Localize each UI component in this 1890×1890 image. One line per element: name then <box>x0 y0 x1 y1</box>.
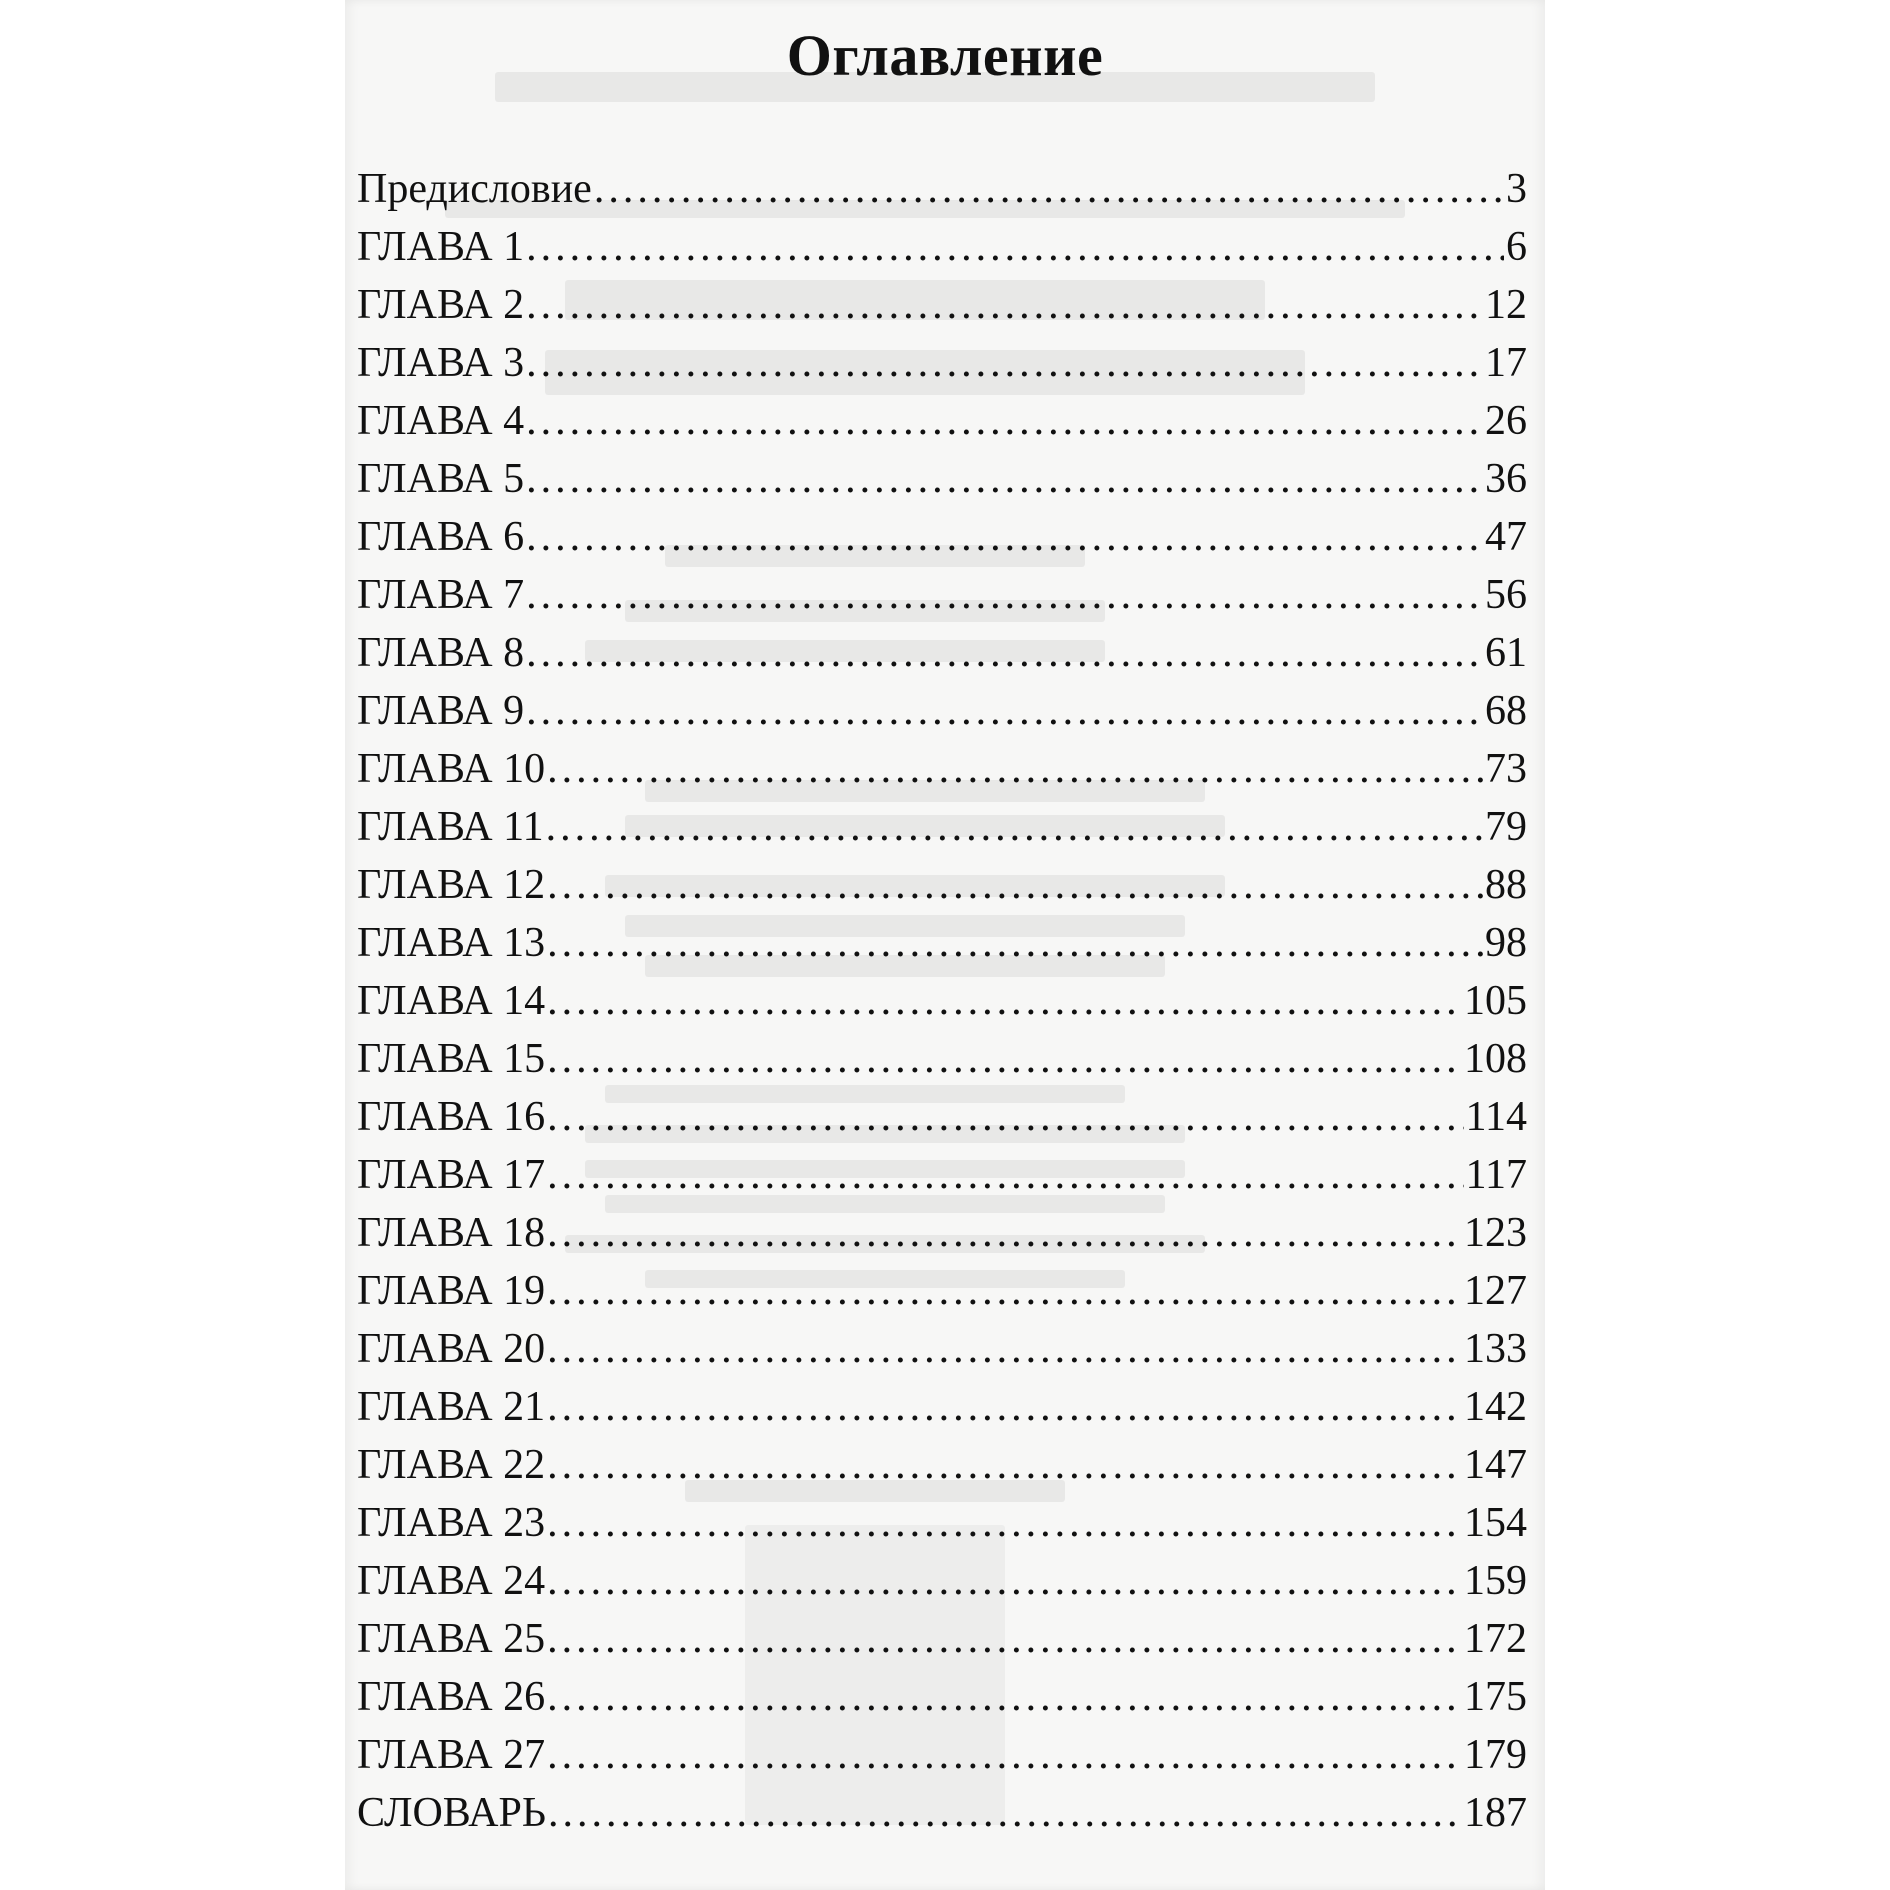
toc-entry-page-number: 68 <box>1485 688 1527 734</box>
toc-entry-page-number: 79 <box>1485 804 1527 850</box>
toc-entry-page-number: 117 <box>1465 1152 1527 1198</box>
toc-entry <box>357 798 1527 856</box>
dot-leader <box>526 392 1483 450</box>
toc-entry-label: ГЛАВА 23 <box>357 1500 546 1546</box>
toc-entry <box>357 740 1527 798</box>
toc-entry-label: СЛОВАРЬ <box>357 1790 546 1836</box>
toc-entry <box>357 1552 1527 1610</box>
toc-entry-page-number: 47 <box>1485 514 1527 560</box>
dot-leader <box>547 1494 1462 1552</box>
toc-entry-label: ГЛАВА 10 <box>357 746 546 792</box>
toc-entry <box>357 566 1527 624</box>
toc-entry-label: ГЛАВА 24 <box>357 1558 546 1604</box>
toc-entry-page-number: 142 <box>1464 1384 1527 1430</box>
dot-leader <box>547 1088 1463 1146</box>
toc-entry <box>357 1320 1527 1378</box>
toc-entry-page-number: 147 <box>1464 1442 1527 1488</box>
toc-entry-page-number: 105 <box>1464 978 1527 1024</box>
book-page <box>345 0 1545 1890</box>
toc-entry-page-number: 36 <box>1485 456 1527 502</box>
toc-entry-page-number: 179 <box>1464 1732 1527 1778</box>
toc-entry <box>357 160 1527 218</box>
toc-entry-label: Предисловие <box>357 166 592 212</box>
dot-leader <box>547 1378 1462 1436</box>
dot-leader <box>594 160 1504 218</box>
toc-entry <box>357 392 1527 450</box>
toc-entry-label: ГЛАВА 8 <box>357 630 525 676</box>
toc-entry-page-number: 133 <box>1464 1326 1527 1372</box>
toc-entry <box>357 1030 1527 1088</box>
toc-entry-page-number: 159 <box>1464 1558 1527 1604</box>
toc-entry-page-number: 127 <box>1464 1268 1527 1314</box>
toc-entry-page-number: 88 <box>1485 862 1527 908</box>
toc-entry-label: ГЛАВА 22 <box>357 1442 546 1488</box>
toc-entry-label: ГЛАВА 3 <box>357 340 525 386</box>
toc-entry-label: ГЛАВА 13 <box>357 920 546 966</box>
toc-entry-label: ГЛАВА 19 <box>357 1268 546 1314</box>
dot-leader <box>547 1204 1462 1262</box>
page-title: Оглавление <box>786 23 1104 88</box>
toc-entry-label: ГЛАВА 26 <box>357 1674 546 1720</box>
toc-entry-label: ГЛАВА 9 <box>357 688 525 734</box>
toc-entry-page-number: 26 <box>1485 398 1527 444</box>
toc-entry-label: ГЛАВА 4 <box>357 398 525 444</box>
dot-leader <box>547 1552 1462 1610</box>
dot-leader <box>526 566 1483 624</box>
toc-entry-page-number: 123 <box>1464 1210 1527 1256</box>
toc-entry-page-number: 154 <box>1464 1500 1527 1546</box>
toc-entry-page-number: 12 <box>1485 282 1527 328</box>
toc-entry-label: ГЛАВА 18 <box>357 1210 546 1256</box>
toc-entry-page-number: 17 <box>1485 340 1527 386</box>
toc-entry-page-number: 61 <box>1485 630 1527 676</box>
dot-leader <box>547 1436 1462 1494</box>
toc-entry <box>357 1494 1527 1552</box>
toc-entry <box>357 1784 1527 1842</box>
toc-entry-label: ГЛАВА 5 <box>357 456 525 502</box>
dot-leader <box>547 1262 1462 1320</box>
toc-entry-label: ГЛАВА 11 <box>357 804 544 850</box>
dot-leader <box>526 682 1483 740</box>
toc-entry-label: ГЛАВА 2 <box>357 282 525 328</box>
dot-leader <box>526 218 1504 276</box>
toc-entry <box>357 1146 1527 1204</box>
dot-leader <box>526 508 1483 566</box>
dot-leader <box>547 1320 1462 1378</box>
dot-leader <box>546 798 1483 856</box>
dot-leader <box>547 972 1462 1030</box>
toc-entry <box>357 972 1527 1030</box>
dot-leader <box>526 450 1483 508</box>
dot-leader <box>547 914 1483 972</box>
toc-entry <box>357 1204 1527 1262</box>
dot-leader <box>526 276 1483 334</box>
toc-entry <box>357 1668 1527 1726</box>
toc-entry-label: ГЛАВА 15 <box>357 1036 546 1082</box>
toc-entry-label: ГЛАВА 7 <box>357 572 525 618</box>
toc-entry-page-number: 187 <box>1464 1790 1527 1836</box>
toc-entry-page-number: 172 <box>1464 1616 1527 1662</box>
toc-entry-label: ГЛАВА 20 <box>357 1326 546 1372</box>
toc-entry-label: ГЛАВА 27 <box>357 1732 546 1778</box>
dot-leader <box>547 1146 1463 1204</box>
toc-entry-label: ГЛАВА 12 <box>357 862 546 908</box>
toc-entry <box>357 276 1527 334</box>
toc-entry <box>357 334 1527 392</box>
dot-leader <box>547 1668 1462 1726</box>
toc-entry-label: ГЛАВА 25 <box>357 1616 546 1662</box>
toc-entry-label: ГЛАВА 21 <box>357 1384 546 1430</box>
toc-entry-page-number: 114 <box>1465 1094 1527 1140</box>
toc-entry-page-number: 73 <box>1485 746 1527 792</box>
toc-entry-page-number: 56 <box>1485 572 1527 618</box>
toc-entry <box>357 1726 1527 1784</box>
toc-entry-label: ГЛАВА 1 <box>357 224 525 270</box>
toc-entry <box>357 450 1527 508</box>
toc-entry-label: ГЛАВА 6 <box>357 514 525 560</box>
toc-entry <box>357 1610 1527 1668</box>
table-of-contents <box>357 160 1527 1842</box>
dot-leader <box>547 1610 1462 1668</box>
toc-entry-page-number: 108 <box>1464 1036 1527 1082</box>
toc-entry-page-number: 3 <box>1506 166 1527 212</box>
dot-leader <box>547 1030 1462 1088</box>
dot-leader <box>526 624 1483 682</box>
toc-entry <box>357 1378 1527 1436</box>
toc-entry-page-number: 98 <box>1485 920 1527 966</box>
toc-entry-label: ГЛАВА 14 <box>357 978 546 1024</box>
toc-entry-label: ГЛАВА 16 <box>357 1094 546 1140</box>
toc-entry-page-number: 175 <box>1464 1674 1527 1720</box>
dot-leader <box>548 1784 1462 1842</box>
toc-entry <box>357 914 1527 972</box>
toc-entry <box>357 856 1527 914</box>
toc-entry-label: ГЛАВА 17 <box>357 1152 546 1198</box>
toc-entry <box>357 508 1527 566</box>
dot-leader <box>547 740 1483 798</box>
dot-leader <box>547 856 1483 914</box>
toc-entry <box>357 1262 1527 1320</box>
dot-leader <box>526 334 1483 392</box>
toc-entry-page-number: 6 <box>1506 224 1527 270</box>
toc-entry <box>357 1436 1527 1494</box>
toc-entry <box>357 682 1527 740</box>
dot-leader <box>547 1726 1462 1784</box>
toc-entry <box>357 624 1527 682</box>
toc-entry <box>357 1088 1527 1146</box>
toc-entry <box>357 218 1527 276</box>
